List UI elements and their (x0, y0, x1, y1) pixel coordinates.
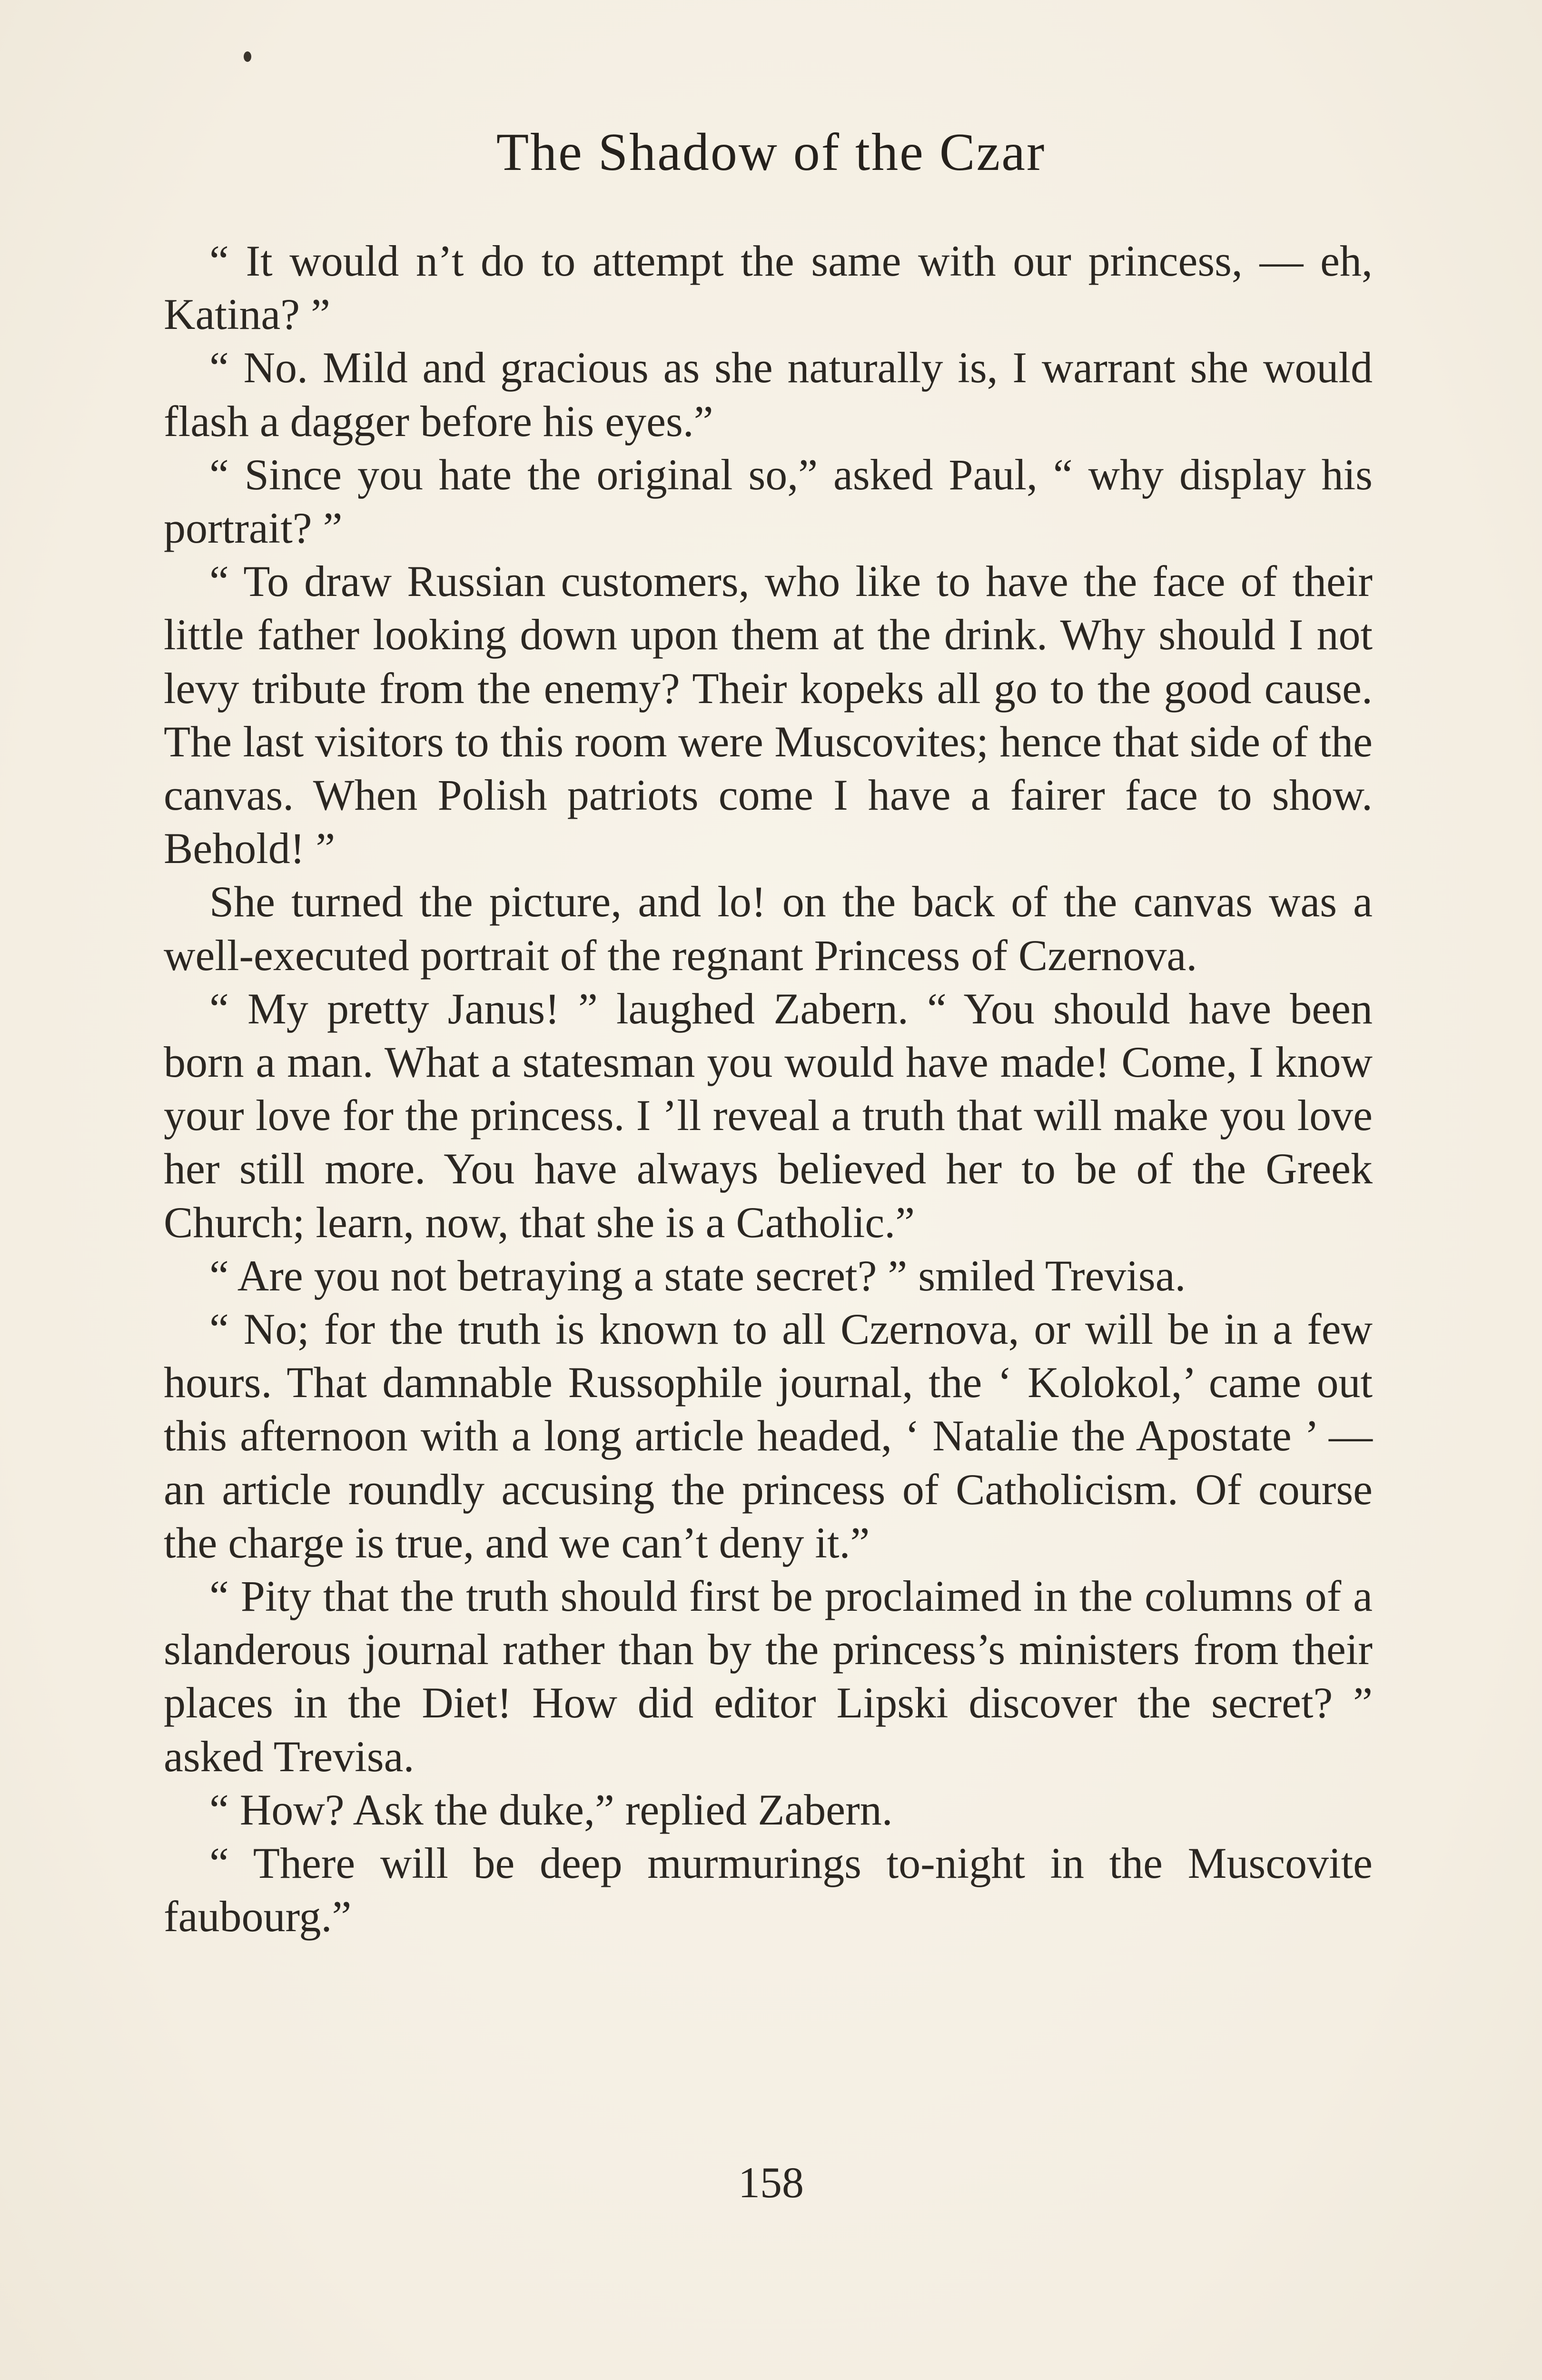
page-number: 158 (738, 2158, 804, 2207)
paragraph: “ To draw Russian customers, who like to have the face of their little father looking down upon them at the drink. Why should I not levy tribute from the enemy? Their kopeks all go to the good cause. The last visitors to this room were Muscovites; hence that side of the canvas. When Polish patriots come I have a fairer face to show. Behold! ” (164, 557, 1373, 873)
paragraph: “ There will be deep murmurings to-night in the Muscovite faubourg.” (164, 1839, 1373, 1941)
paragraph: “ Pity that the truth should first be proclaimed in the columns of a slanderous journal rather than by the princess’s ministers from their places in the Diet! How did editor Lipski discover the secret? ” asked Trevisa. (164, 1572, 1373, 1781)
paragraph: “ It would n’t do to attempt the same with our princess, — eh, Katina? ” (164, 237, 1373, 339)
body-text (164, 234, 1373, 1944)
ink-speck (244, 51, 251, 62)
paragraph: “ My pretty Janus! ” laughed Zabern. “ You should have been born a man. What a statesman you would have made! Come, I know your love for the princess. I ’ll reveal a truth that will make you love her still more. You have always believed her to be of the Greek Church; learn, now, that she is a Catholic.” (164, 984, 1373, 1247)
paragraph: She turned the picture, and lo! on the back of the canvas was a well-executed portrait of the regnant Princess of Czernova. (164, 877, 1373, 980)
paragraph: “ How? Ask the duke,” replied Zabern. (209, 1785, 893, 1834)
paragraph: “ Are you not betraying a state secret? ” smiled Trevisa. (209, 1251, 1186, 1300)
paragraph: “ No; for the truth is known to all Czernova, or will be in a few hours. That damnable Russophile journal, the ‘ Kolokol,’ came out this afternoon with a long article headed, ‘ Natalie the Apostate ’ — an article roundly accusing the princess of Catholicism. Of course the charge is true, and we can’t deny it.” (164, 1305, 1373, 1567)
paragraph: “ No. Mild and gracious as she naturally is, I warrant she would flash a dagger before his eyes.” (164, 343, 1373, 446)
paragraph: “ Since you hate the original so,” asked Paul, “ why display his portrait? ” (164, 450, 1373, 553)
running-head-title: The Shadow of the Czar (496, 123, 1046, 182)
